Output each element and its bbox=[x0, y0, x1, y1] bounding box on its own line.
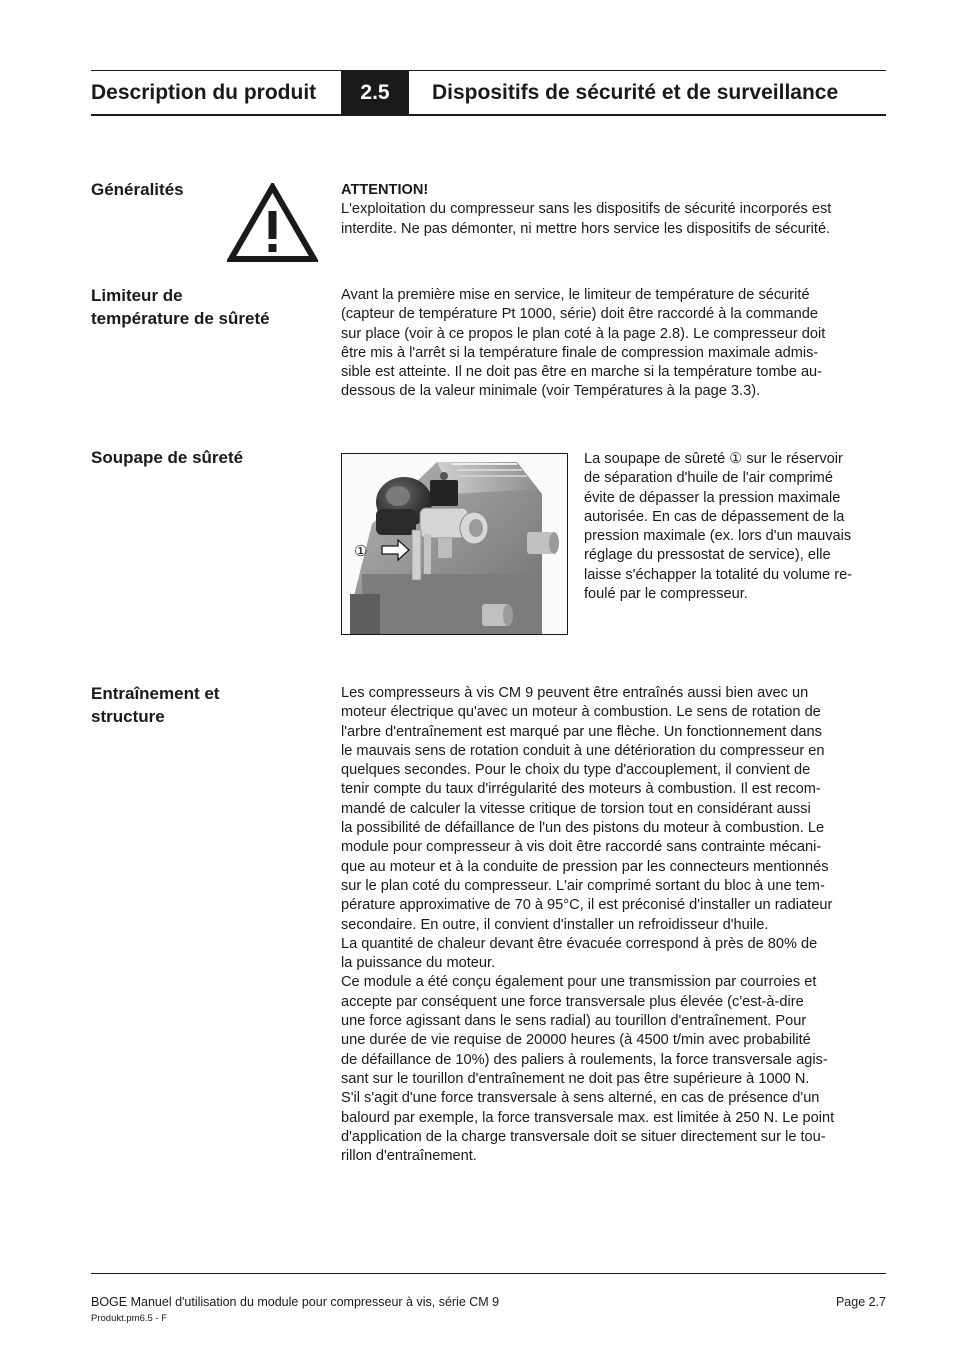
text-line: la puissance du moteur. bbox=[341, 955, 496, 972]
text-line: être mis à l'arrêt si la température finale de compression maximale admis- bbox=[341, 344, 819, 361]
title-line: Limiteur de bbox=[91, 286, 183, 305]
text-line: Avant la première mise en service, le limiteur de température de sécurité bbox=[341, 287, 810, 303]
footer-rule bbox=[91, 1273, 886, 1274]
section-title-generalites: Généralités bbox=[91, 180, 184, 199]
text-line: de défaillance de 10%) des paliers à roulements, la force transversale agis- bbox=[341, 1051, 828, 1068]
text-line: réglage du pressostat de service), elle bbox=[584, 547, 831, 564]
warning-triangle-icon bbox=[227, 183, 318, 263]
text-line: sible est atteinte. Il ne doit pas être en marche si la température tombe au- bbox=[341, 364, 823, 381]
text-line: sant sur le tourillon d'entraînement ne doit pas être supérieure à 1000 N. bbox=[341, 1070, 810, 1087]
text-line: L'exploitation du compresseur sans les dispositifs de sécurité incorporés est bbox=[341, 201, 832, 218]
text-line: accepte par conséquent une force transversale plus élevée (c'est-à-dire bbox=[341, 993, 804, 1010]
text-line: mandé de calculer la vitesse critique de torsion tout en considérant aussi bbox=[341, 800, 811, 817]
text-line: laisse s'échapper la totalité du volume re- bbox=[584, 566, 853, 583]
footer-page-number: Page 2.7 bbox=[835, 1295, 886, 1309]
text-line: quelques secondes. Pour le choix du type d'accouplement, il convient de bbox=[341, 762, 811, 779]
text-line: sur place (voir à ce propos le plan coté à la page 2.8). Le compresseur doit bbox=[341, 325, 826, 342]
text-line: de séparation d'huile de l'air comprimé bbox=[584, 470, 833, 487]
text-line: tenir compte du taux d'irrégularité des moteurs à combustion. Il est recom- bbox=[341, 781, 821, 798]
text-line: une durée de vie requise de 20000 heures (à 4500 t/min avec probabilité bbox=[341, 1032, 811, 1049]
text-line: rillon d'entraînement. bbox=[341, 1148, 477, 1165]
text-line: autorisée. En cas de dépassement de la bbox=[584, 508, 845, 525]
text-line: la possibilité de défaillance de l'un des pistons du moteur à combustion. Le bbox=[341, 820, 825, 837]
text-line: secondaire. En outre, il convient d'installer un refroidisseur d'huile. bbox=[341, 916, 769, 933]
text-line: foulé par le compresseur. bbox=[584, 586, 748, 603]
limiteur-text bbox=[341, 286, 825, 402]
soupape-text bbox=[584, 450, 852, 604]
text-line: S'il s'agit d'une force transversale à sens alterné, en cas de présence d'un bbox=[341, 1090, 820, 1107]
text-line: évite de dépasser la pression maximale bbox=[584, 489, 841, 506]
text-line: (capteur de température Pt 1000, série) doit être raccordé à la commande bbox=[341, 306, 818, 323]
text-line: Ce module a été conçu également pour une transmission par courroies et bbox=[341, 974, 817, 991]
generalites-text bbox=[341, 181, 831, 239]
text-line: pression maximale (ex. lors d'un mauvais bbox=[584, 528, 852, 545]
text-line: module pour compresseur à vis doit être raccordé sans contrainte mécani- bbox=[341, 839, 822, 856]
footer-document-title: BOGE Manuel d'utilisation du module pour compresseur à vis, série CM 9 bbox=[91, 1295, 500, 1309]
text-line: La soupape de sûreté ① sur le réservoir bbox=[584, 451, 843, 467]
text-line: le mauvais sens de rotation conduit à une détérioration du compresseur en bbox=[341, 742, 825, 759]
header-top-rule bbox=[91, 70, 886, 71]
text-line: balourd par exemple, la force transversale max. est limitée à 250 N. Le point bbox=[341, 1109, 835, 1126]
text-line: pérature approximative de 70 à 95°C, il est préconisé d'installer un radiateur bbox=[341, 897, 833, 914]
text-line: La quantité de chaleur devant être évacuée correspond à près de 80% de bbox=[341, 935, 818, 952]
attention-label: ATTENTION! bbox=[341, 182, 429, 198]
section-title-limiteur bbox=[91, 284, 270, 330]
text-line: Les compresseurs à vis CM 9 peuvent être entraînés aussi bien avec un bbox=[341, 685, 809, 701]
safety-valve-photo bbox=[341, 453, 568, 635]
section-title-entrainement bbox=[91, 682, 219, 728]
header-bottom-rule bbox=[91, 114, 886, 116]
text-line: une force agissant dans le sens radial) au tourillon d'entraînement. Pour bbox=[341, 1013, 807, 1030]
text-line: moteur électrique qu'avec un moteur à combustion. Le sens de rotation de bbox=[341, 704, 821, 721]
text-line: sur le plan coté du compresseur. L'air comprimé sortant du bloc à une tem- bbox=[341, 877, 825, 894]
entrainement-text bbox=[341, 684, 834, 1166]
header-section-number: 2.5 bbox=[341, 71, 409, 115]
title-line: Entraînement et bbox=[91, 684, 220, 703]
header-chapter-title: Description du produit bbox=[91, 81, 317, 104]
text-line: que au moteur et à la conduite de pression par les connecteurs mentionnés bbox=[341, 858, 829, 875]
text-line: interdite. Ne pas démonter, ni mettre hors service les dispositifs de sécurité. bbox=[341, 220, 831, 237]
text-line: d'application de la charge transversale doit se situer directement sur le tou- bbox=[341, 1128, 826, 1145]
photo-callout-label: ① bbox=[354, 542, 368, 560]
text-line: dessous de la valeur minimale (voir Températures à la page 3.3). bbox=[341, 383, 761, 400]
footer-file-reference: Produkt.pm6.5 - F bbox=[91, 1313, 168, 1324]
title-line: température de sûreté bbox=[91, 309, 270, 328]
compressor-illustration bbox=[342, 454, 568, 635]
section-title-soupape: Soupape de sûreté bbox=[91, 448, 244, 467]
header-section-title: Dispositifs de sécurité et de surveillance bbox=[432, 81, 839, 104]
text-line: l'arbre d'entraînement est marqué par une flèche. Un fonctionnement dans bbox=[341, 723, 822, 740]
title-line: structure bbox=[91, 707, 165, 726]
